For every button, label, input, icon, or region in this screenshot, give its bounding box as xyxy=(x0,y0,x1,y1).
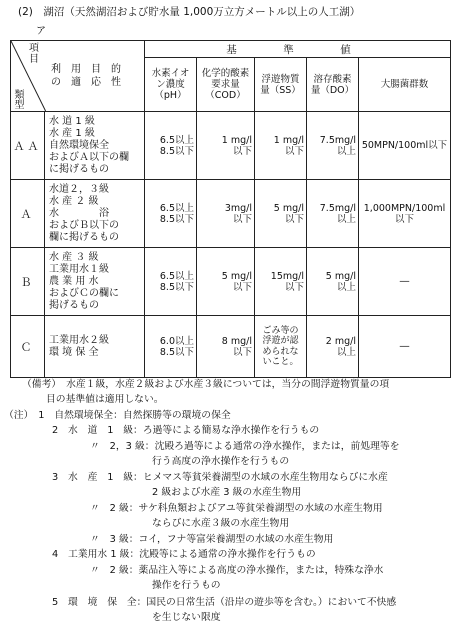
note-line: 5 環 境 保 全：国民の日常生活（沿岸の遊歩等を含む。）において不快感 xyxy=(52,597,397,608)
row-ss: 1 mg/l 以下 xyxy=(255,112,307,180)
row-coliform: ― xyxy=(359,248,451,316)
use-header: 利 用 目 的 の 適 応 性 xyxy=(51,64,121,88)
kijun-header: 基 準 値 xyxy=(145,41,451,58)
section-title: (2) 湖沼（天然湖沼および貯水量 1,000万立方メートル以上の人工湖） xyxy=(18,6,361,18)
note-line: 2 級および水産 3 級の水産生物用 xyxy=(152,487,302,498)
row-ph: 6.0以上 8.5以下 xyxy=(145,316,197,378)
note-line: 2 水 道 1 級：ろ過等による簡易な浄水操作を行うもの xyxy=(52,425,320,436)
subsection-label: ア xyxy=(36,26,46,37)
row-coliform: ― xyxy=(359,316,451,378)
row-type: Ａ xyxy=(11,180,45,248)
row-ph: 6.5以上 8.5以下 xyxy=(145,180,197,248)
note-line: ならびに水産３級の水産生物用 xyxy=(152,518,290,529)
row-use: 水 道 1 級 水 産 1 級 自然環境保全 およびＡ以下の欄 に掲げるもの xyxy=(45,112,145,180)
row-do: 7.5mg/l 以上 xyxy=(307,180,359,248)
table-row xyxy=(11,316,451,378)
row-use: 水 産 ３ 級 工業用水１級 農 業 用 水 およびＣの欄に 掲げるもの xyxy=(45,248,145,316)
note-line: 行う高度の浄水操作を行うもの xyxy=(152,456,290,467)
note-line: 〃 2 級：薬品注入等による高度の浄水操作，または，特殊な浄水 xyxy=(90,565,384,576)
note-line: 4 工業用水 1 級：沈殿等による通常の浄水操作を行うもの xyxy=(52,549,316,560)
table-row xyxy=(11,248,451,316)
row-ss: 5 mg/l 以下 xyxy=(255,180,307,248)
note-line: 〃 2，3 級：沈殿ろ過等による通常の浄水操作，または，前処理等を xyxy=(90,441,400,452)
note-line: を生じない限度 xyxy=(152,612,221,623)
row-type: ＡＡ xyxy=(11,112,45,180)
row-type: Ｂ xyxy=(11,248,45,316)
corner-type-label: 類型 xyxy=(12,89,23,109)
col-header-ph: 水素イオン濃度（pH） xyxy=(145,58,197,112)
row-use: 水道２，３級 水 産 ２ 級 水 浴 およびＢ以下の 欄に掲げるもの xyxy=(45,180,145,248)
col-header-coliform: 大腸菌群数 xyxy=(359,58,451,112)
table-row xyxy=(11,180,451,248)
row-cod: 3mg/l 以下 xyxy=(197,180,255,248)
col-header-ss: 浮遊物質量（SS） xyxy=(255,58,307,112)
row-cod: 5 mg/l 以下 xyxy=(197,248,255,316)
note-line: 〃 2 級：サケ科魚類およびアユ等貧栄養湖型の水域の水産生物用 xyxy=(90,503,383,514)
table-row xyxy=(11,112,451,180)
row-cod: 1 mg/l 以下 xyxy=(197,112,255,180)
remark-line-2: 目の基準値は適用しない。 xyxy=(46,394,164,405)
note-line: （注） 1 自然環境保全：自然探勝等の環境の保全 xyxy=(4,410,231,421)
col-header-cod: 化学的酸素要求量（COD） xyxy=(197,58,255,112)
col-header-do: 溶存酸素量（DO） xyxy=(307,58,359,112)
corner-item-label: 項目 xyxy=(29,43,39,65)
standards-table xyxy=(10,40,451,378)
row-ph: 6.5以上 8.5以下 xyxy=(145,112,197,180)
header-corner xyxy=(11,41,145,112)
row-coliform: 50MPN/100ml以下 xyxy=(359,112,451,180)
row-ss: ごみ等の 浮遊が認 められな いこと。 xyxy=(255,316,307,378)
row-do: 7.5mg/l 以上 xyxy=(307,112,359,180)
note-line: 操作を行うもの xyxy=(152,580,221,591)
row-ss: 15mg/l 以下 xyxy=(255,248,307,316)
row-do: 5 mg/l 以上 xyxy=(307,248,359,316)
note-line: 〃 3 級：コイ，フナ等富栄養湖型の水域の水産生物用 xyxy=(90,534,334,545)
row-cod: 8 mg/l 以下 xyxy=(197,316,255,378)
note-line: 3 水 産 1 級：ヒメマス等貧栄養湖型の水域の水産生物用ならびに水産 xyxy=(52,472,388,483)
row-use: 工業用水２級 環 境 保 全 xyxy=(45,316,145,378)
row-ph: 6.5以上 8.5以下 xyxy=(145,248,197,316)
remark-line-1: （備考） 水産１級，水産２級および水産３級については，当分の間浮遊物質量の項 xyxy=(22,379,390,390)
row-do: 2 mg/l 以上 xyxy=(307,316,359,378)
row-type: Ｃ xyxy=(11,316,45,378)
row-coliform: 1,000MPN/100ml 以下 xyxy=(359,180,451,248)
